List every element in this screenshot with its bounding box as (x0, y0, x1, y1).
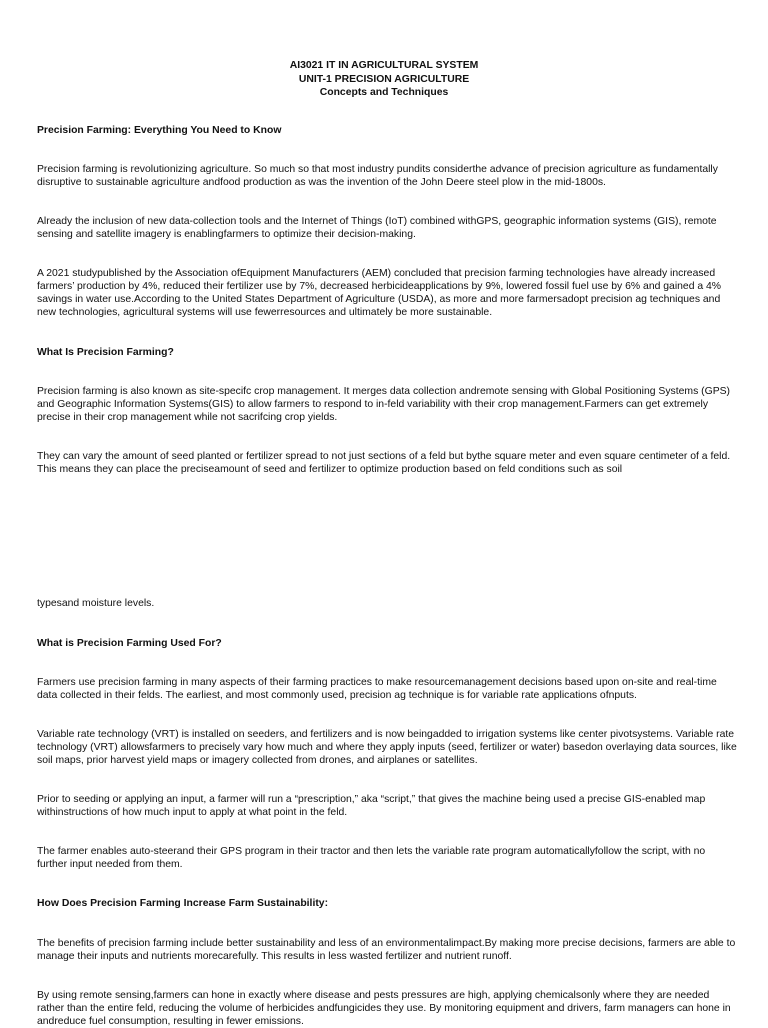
heading-sustainability: How Does Precision Farming Increase Farm Sustainability: (37, 898, 329, 909)
unit-title: UNIT-1 PRECISION AGRICULTURE (298, 73, 470, 85)
paragraph-vary-amount-continued: typesand moisture levels. (37, 598, 155, 609)
paragraph-vrt: Variable rate technology (VRT) is installed on seeders, and fertilizers and is now beingadded to irrigation systems like center pivotsystems. Variable rate technology (VRT) allowsfarmers to precisely vary how much and where they apply inputs (seed, fertilizer or water) basedon overlaying data sources, like soil maps, prior harvest yield maps or imagery collected from drones, and airplanes or satellites. (37, 729, 737, 766)
course-title: AI3021 IT IN AGRICULTURAL SYSTEM (289, 60, 479, 71)
paragraph-intro: Precision farming is revolutionizing agriculture. So much so that most industry pundits considerthe advance of precision agriculture as fundamentally disruptive to sustainable agriculture andfood production as was the invention of the John Deere steel plow in the mid-1800s. (37, 164, 718, 188)
paragraph-data-tools: Already the inclusion of new data-collection tools and the Internet of Things (IoT) combined withGPS, geographic information systems (GIS), remote sensing and satellite imagery is enablingfarmers to optimize their decision-making. (37, 216, 717, 240)
paragraph-remote-sensing: By using remote sensing,farmers can hone in exactly where disease and pests pressures are high, applying chemicalsonly where they are needed rather than the entire feld, reducing the volume of herbicides andfungicides they use. By monitoring equipment and drivers, farm managers can hone in andreduce fuel consumption, resulting in fewer emissions. (37, 990, 731, 1027)
paragraph-benefits: The benefits of precision farming include better sustainability and less of an environmentalimpact.By making more precise decisions, farmers are able to manage their inputs and nutrients morecarefully. This results in less wasted fertilizer and nutrient runoff. (37, 938, 736, 962)
heading-used-for: What is Precision Farming Used For? (37, 638, 222, 649)
paragraph-site-specific: Precision farming is also known as site-specifc crop management. It merges data collection andremote sensing with Global Positioning Systems (GPS) and Geographic Information Systems(GIS) to allow farmers to respond to in-feld variability with their crop management.Farmers can get extremely precise in their crop management while not sacrifcing crop yields. (37, 386, 731, 423)
paragraph-aem-study: A 2021 studypublished by the Association ofEquipment Manufacturers (AEM) concluded that precision farming technologies have already increased farmers’ production by 4%, reduced their fertilizer use by 7%, decreased herbicideapplications by 9%, lowered fossil fuel use by 6% and gained a 4% savings in water use.According to the United States Department of Agriculture (USDA), as more and more farmersadopt precision ag techniques and new technologies, agricultural systems will use fewerresources and ultimately be more sustainable. (37, 268, 722, 318)
heading-precision-farming: Precision Farming: Everything You Need to Know (37, 125, 282, 136)
paragraph-resource-management: Farmers use precision farming in many aspects of their farming practices to make resourcemanagement decisions based upon on-site and real-time data collected in their felds. The earliest, and most commonly used, precision ag technique is for variable rate applications ofnputs. (37, 677, 717, 701)
paragraph-auto-steer: The farmer enables auto-steerand their GPS program in their tractor and then lets the variable rate program automaticallyfollow the script, with no further input needed from them. (37, 846, 706, 870)
heading-what-is: What Is Precision Farming? (37, 347, 174, 358)
paragraph-vary-amount: They can vary the amount of seed planted or fertilizer spread to not just sections of a feld but bythe square meter and even square centimeter of a feld. This means they can place the preciseamount of seed and fertilizer to optimize production based on feld conditions such as soil (37, 451, 731, 475)
paragraph-prescription: Prior to seeding or applying an input, a farmer will run a “prescription,” aka “script,” that gives the machine being used a precise GIS-enabled map withinstructions of how much input to apply at what point in the feld. (37, 794, 706, 818)
document-header (0, 59, 768, 100)
subtitle: Concepts and Techniques (319, 87, 449, 98)
